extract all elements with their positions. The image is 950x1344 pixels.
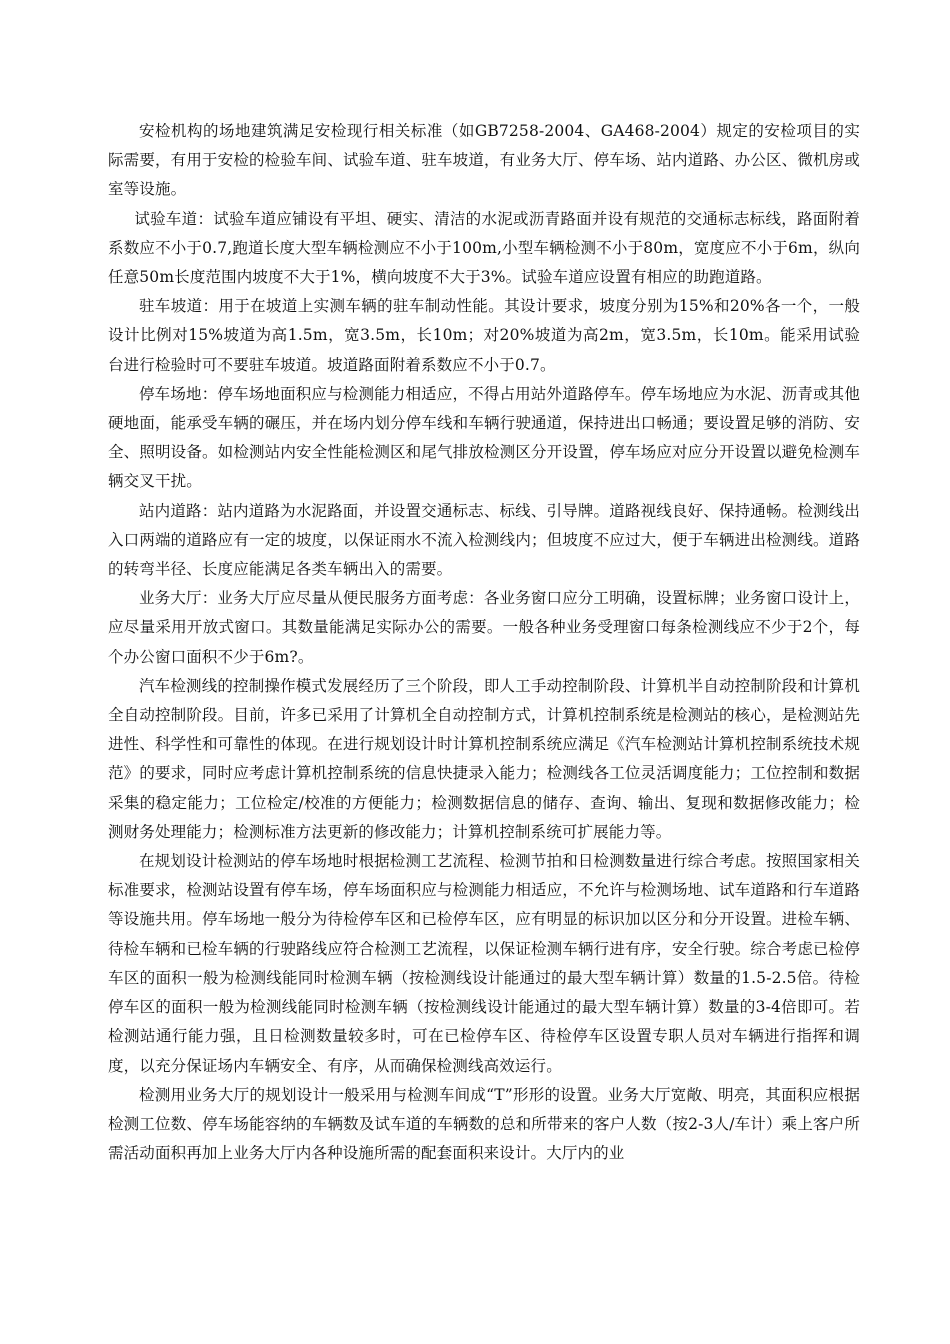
paragraph-parking-lot: 停车场地：停车场地面积应与检测能力相适应，不得占用站外道路停车。停车场地应为水泥、沥青或其他硬地面，能承受车辆的碾压，并在场内划分停车线和车辆行驶通道，保持进出口畅通；要设置足够的消防、安全、照明设备。如检测站内安全性能检测区和尾气排放检测区分开设置，停车场应对应分开设置以避免检测车辆交叉干扰。: [108, 384, 860, 491]
paragraph-internal-road: 站内道路：站内道路为水泥路面，并设置交通标志、标线、引导牌。道路视线良好、保持通畅。检测线出入口两端的道路应有一定的坡度，以保证雨水不流入检测线内；但坡度不应过大，便于车辆进出检测线。道路的转弯半径、长度应能满足各类车辆出入的需要。: [108, 501, 860, 579]
paragraph-test-lane: 试验车道：试验车道应铺设有平坦、硬实、清洁的水泥或沥青路面并设有规范的交通标志标线，路面附着系数应不小于0.7,跑道长度大型车辆检测应不小于100m,小型车辆检测不小于80m，宽度应不小于6m，纵向任意50m长度范围内坡度不大于1%，横向坡度不大于3%。试验车道应设置有相应的助跑道路。: [108, 209, 860, 287]
paragraph-site-facilities: 安检机构的场地建筑满足安检现行相关标准（如GB7258-2004、GA468-2004）规定的安检项目的实际需要，有用于安检的检验车间、试验车道、驻车坡道，有业务大厅、停车场、站内道路、办公区、微机房或室等设施。: [108, 122, 860, 199]
document-body: [108, 117, 860, 1168]
paragraph-service-hall: 业务大厅：业务大厅应尽量从便民服务方面考虑：各业务窗口应分工明确，设置标牌；业务窗口设计上，应尽量采用开放式窗口。其数量能满足实际办公的需要。一般各种业务受理窗口每条检测线应不少于2个，每个办公窗口面积不少于6m?。: [108, 589, 860, 666]
paragraph-control-system: 汽车检测线的控制操作模式发展经历了三个阶段，即人工手动控制阶段、计算机半自动控制阶段和计算机全自动控制阶段。目前，许多已采用了计算机全自动控制方式，计算机控制系统是检测站的核心，是检测站先进性、科学性和可靠性的体现。在进行规划设计时计算机控制系统应满足《汽车检测站计算机控制系统技术规范》的要求，同时应考虑计算机控制系统的信息快捷录入能力；检测线各工位灵活调度能力；工位控制和数据采集的稳定能力；工位检定/校准的方便能力；检测数据信息的储存、查询、输出、复现和数据修改能力；检测财务处理能力；检测标准方法更新的修改能力；计算机控制系统可扩展能力等。: [108, 676, 860, 841]
paragraph-hall-planning: 检测用业务大厅的规划设计一般采用与检测车间成“T”形形的设置。业务大厅宽敞、明亮，其面积应根据检测工位数、停车场能容纳的车辆数及试车道的车辆数的总和所带来的客户人数（按2-3人/车计）乘上客户所需活动面积再加上业务大厅内各种设施所需的配套面积来设计。大厅内的业: [108, 1085, 860, 1163]
paragraph-parking-planning: 在规划设计检测站的停车场地时根据检测工艺流程、检测节拍和日检测数量进行综合考虑。按照国家相关标准要求，检测站设置有停车场，停车场面积应与检测能力相适应，不允许与检测场地、试车道路和行车道路等设施共用。停车场地一般分为待检停车区和已检停车区，应有明显的标识加以区分和分开设置。进检车辆、待检车辆和已检车辆的行驶路线应符合检测工艺流程，以保证检测车辆行进有序，安全行驶。综合考虑已检停车区的面积一般为检测线能同时检测车辆（按检测线设计能通过的最大型车辆计算）数量的1.5-2.5倍。待检停车区的面积一般为检测线能同时检测车辆（按检测线设计能通过的最大型车辆计算）数量的3-4倍即可。若检测站通行能力强，且日检测数量较多时，可在已检停车区、待检停车区设置专职人员对车辆进行指挥和调度，以充分保证场内车辆安全、有序，从而确保检测线高效运行。: [108, 852, 860, 1075]
paragraph-parking-slope: 驻车坡道：用于在坡道上实测车辆的驻车制动性能。其设计要求，坡度分别为15%和20%各一个，一般设计比例对15%坡道为高1.5m，宽3.5m，长10m；对20%坡道为高2m，宽3.5m，长10m。能采用试验台进行检验时可不要驻车坡道。坡道路面附着系数应不小于0.7。: [108, 297, 860, 374]
